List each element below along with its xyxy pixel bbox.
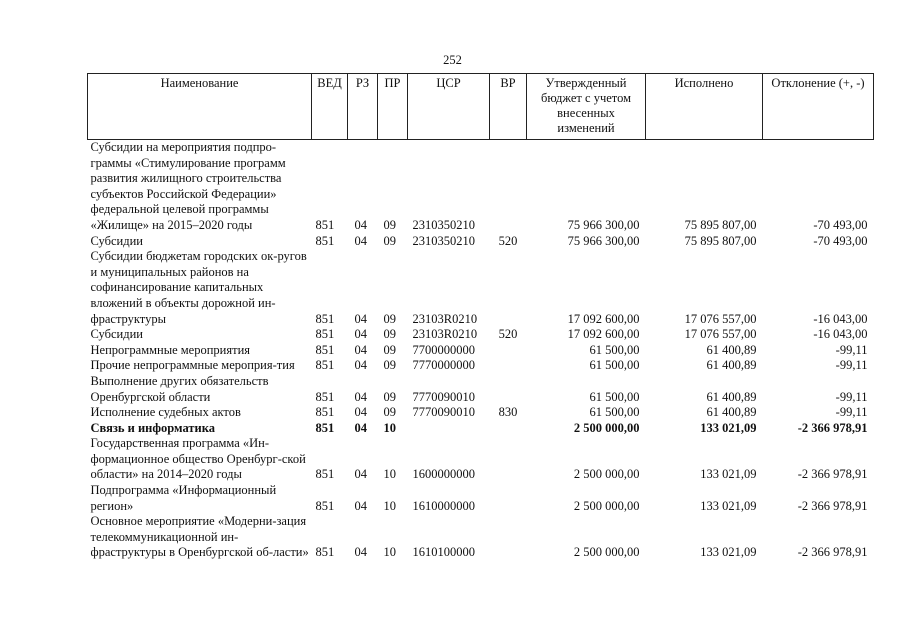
row-csr: 7770000000 — [412, 358, 475, 373]
row-executed: 133 021,09 — [700, 420, 757, 435]
row-vr — [490, 436, 527, 483]
header-ved: ВЕД — [312, 74, 348, 140]
table-row — [88, 483, 874, 514]
row-name: Прочие непрограммные мероприя-тия — [90, 358, 295, 373]
row-vr: 520 — [498, 327, 518, 342]
row-rz: 04 — [354, 405, 367, 420]
row-budget: 75 966 300,00 — [567, 217, 640, 232]
row-vr — [490, 343, 527, 359]
row-pr: 09 — [383, 405, 396, 420]
row-budget: 2 500 000,00 — [573, 498, 640, 513]
row-ved: 851 — [315, 358, 335, 373]
row-rz: 04 — [354, 342, 367, 357]
row-csr: 2310350210 — [412, 217, 475, 232]
row-ved: 851 — [315, 311, 335, 326]
row-name: Основное мероприятие «Модерни-зация телекоммуникационной ин-фраструктуры в Оренбургской об-ласти» — [90, 514, 309, 560]
row-deviation: -70 493,00 — [813, 233, 868, 248]
row-rz: 04 — [354, 498, 367, 513]
row-executed: 17 076 557,00 — [684, 327, 757, 342]
row-rz: 04 — [354, 467, 367, 482]
row-vr: 830 — [498, 405, 518, 420]
row-pr: 10 — [383, 498, 396, 513]
row-name: Выполнение других обязательств Оренбургской области — [90, 373, 269, 404]
header-budget: Утвержденный бюджет с учетом внесенных изменений — [527, 74, 646, 140]
row-budget: 61 500,00 — [589, 405, 640, 420]
row-name: Субсидии на мероприятия подпро-граммы «Стимулирование программ развития жилищного строительства субъектов Российской Федерации» федеральной целевой программы «Жилище» на 2015–2020 годы — [90, 140, 286, 232]
row-name: Субсидии — [90, 327, 143, 342]
table-row — [88, 374, 874, 405]
row-ved: 851 — [315, 405, 335, 420]
row-executed: 133 021,09 — [700, 467, 757, 482]
row-deviation: -2 366 978,91 — [797, 498, 868, 513]
row-name: Субсидии — [90, 233, 143, 248]
row-budget: 2 500 000,00 — [573, 467, 640, 482]
table-row — [88, 327, 874, 343]
row-csr: 23103R0210 — [412, 311, 478, 326]
row-vr — [490, 514, 527, 561]
row-pr: 10 — [383, 467, 396, 482]
budget-table — [87, 73, 874, 561]
row-pr: 10 — [383, 545, 396, 560]
row-deviation: -2 366 978,91 — [797, 545, 868, 560]
row-rz: 04 — [354, 389, 367, 404]
row-vr — [490, 374, 527, 405]
row-name: Связь и информатика — [90, 420, 215, 435]
row-executed: 61 400,89 — [706, 342, 757, 357]
row-budget: 61 500,00 — [589, 389, 640, 404]
row-executed: 133 021,09 — [700, 545, 757, 560]
row-pr: 09 — [383, 327, 396, 342]
row-executed: 61 400,89 — [706, 389, 757, 404]
row-csr — [408, 421, 490, 437]
row-ved: 851 — [315, 545, 335, 560]
row-pr: 10 — [383, 420, 396, 435]
row-deviation: -99,11 — [835, 389, 868, 404]
row-deviation: -99,11 — [835, 405, 868, 420]
row-vr — [490, 483, 527, 514]
row-rz: 04 — [354, 327, 367, 342]
header-executed: Исполнено — [646, 74, 763, 140]
row-rz: 04 — [354, 420, 367, 435]
row-deviation: -99,11 — [835, 358, 868, 373]
table-row — [88, 405, 874, 421]
row-rz: 04 — [354, 217, 367, 232]
row-pr: 09 — [383, 217, 396, 232]
row-pr: 09 — [383, 311, 396, 326]
row-deviation: -16 043,00 — [813, 327, 868, 342]
table-header-row — [88, 74, 874, 140]
row-executed: 61 400,89 — [706, 358, 757, 373]
row-ved: 851 — [315, 233, 335, 248]
row-deviation: -2 366 978,91 — [797, 467, 868, 482]
header-name: Наименование — [88, 74, 312, 140]
row-rz: 04 — [354, 358, 367, 373]
row-name: Государственная программа «Ин-формационное общество Оренбург-ской области» на 2014–2020 годы — [90, 436, 306, 482]
row-executed: 75 895 807,00 — [684, 233, 757, 248]
row-budget: 61 500,00 — [589, 358, 640, 373]
header-pr: ПР — [378, 74, 408, 140]
table-body — [88, 140, 874, 562]
row-deviation: -99,11 — [835, 342, 868, 357]
row-budget: 2 500 000,00 — [573, 545, 640, 560]
row-pr: 09 — [383, 358, 396, 373]
row-executed: 133 021,09 — [700, 498, 757, 513]
row-budget: 2 500 000,00 — [573, 420, 640, 435]
row-name: Исполнение судебных актов — [90, 405, 241, 420]
row-ved: 851 — [315, 327, 335, 342]
row-ved: 851 — [315, 498, 335, 513]
row-rz: 04 — [354, 311, 367, 326]
row-ved: 851 — [315, 420, 335, 435]
row-budget: 17 092 600,00 — [567, 327, 640, 342]
row-deviation: -70 493,00 — [813, 217, 868, 232]
row-ved: 851 — [315, 389, 335, 404]
header-rz: РЗ — [348, 74, 378, 140]
row-pr: 09 — [383, 342, 396, 357]
table-row — [88, 140, 874, 234]
table-row — [88, 343, 874, 359]
row-rz: 04 — [354, 545, 367, 560]
table-row — [88, 436, 874, 483]
row-rz: 04 — [354, 233, 367, 248]
row-name: Подпрограмма «Информационный регион» — [90, 483, 277, 513]
row-vr — [490, 249, 527, 327]
table-row — [88, 234, 874, 250]
row-ved: 851 — [315, 342, 335, 357]
table-row — [88, 249, 874, 327]
row-csr: 2310350210 — [412, 233, 475, 248]
row-csr: 7700000000 — [412, 342, 475, 357]
row-ved: 851 — [315, 467, 335, 482]
row-csr: 7770090010 — [412, 389, 475, 404]
header-deviation: Отклонение (+, -) — [763, 74, 874, 140]
row-pr: 09 — [383, 389, 396, 404]
row-vr: 520 — [498, 233, 518, 248]
row-csr: 1600000000 — [412, 467, 475, 482]
row-vr — [490, 358, 527, 374]
row-csr: 7770090010 — [412, 405, 475, 420]
row-budget: 61 500,00 — [589, 342, 640, 357]
row-executed: 75 895 807,00 — [684, 217, 757, 232]
row-budget: 75 966 300,00 — [567, 233, 640, 248]
row-vr — [490, 140, 527, 234]
row-executed: 17 076 557,00 — [684, 311, 757, 326]
row-deviation: -2 366 978,91 — [797, 420, 868, 435]
row-ved: 851 — [315, 217, 335, 232]
row-csr: 23103R0210 — [412, 327, 478, 342]
row-name: Непрограммные мероприятия — [90, 342, 251, 357]
row-deviation: -16 043,00 — [813, 311, 868, 326]
row-vr — [490, 421, 527, 437]
row-csr: 1610000000 — [412, 498, 475, 513]
row-budget: 17 092 600,00 — [567, 311, 640, 326]
header-csr: ЦСР — [408, 74, 490, 140]
table-row — [88, 421, 874, 437]
page-number: 252 — [443, 53, 462, 67]
table-row — [88, 358, 874, 374]
row-name: Субсидии бюджетам городских ок-ругов и муниципальных районов на софинансирование капитальных вложений в объекты дорожной ин-фраструктуры — [90, 249, 307, 326]
row-executed: 61 400,89 — [706, 405, 757, 420]
table-row — [88, 514, 874, 561]
row-csr: 1610100000 — [412, 545, 475, 560]
header-vr: ВР — [490, 74, 527, 140]
row-pr: 09 — [383, 233, 396, 248]
